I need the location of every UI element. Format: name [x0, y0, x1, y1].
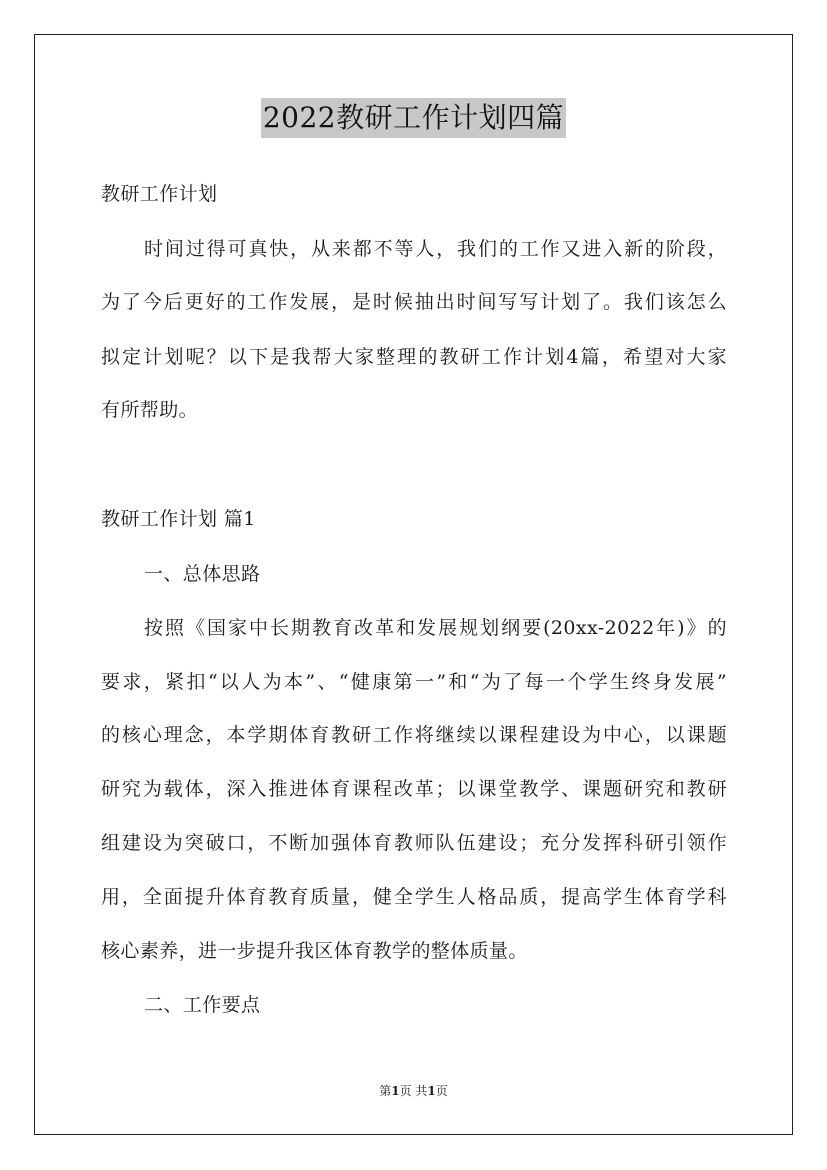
footer-mid: 页 共	[399, 1084, 428, 1098]
body-line-6: 用，全面提升体育教育质量，健全学生人格品质，提高学生体育学科	[101, 886, 727, 908]
intro-line-3: 拟定计划呢？以下是我帮大家整理的教研工作计划4篇，希望对大家	[101, 346, 727, 368]
body-line-3: 的核心理念，本学期体育教研工作将继续以课程建设为中心，以课题	[101, 724, 727, 746]
footer-prefix: 第	[379, 1084, 392, 1098]
document-title: 2022教研工作计划四篇	[261, 98, 566, 138]
body-line-1: 按照《国家中长期教育改革和发展规划纲要(20xx-2022年)》的	[144, 617, 727, 639]
part1-heading: 一、总体思路	[144, 563, 261, 585]
intro-line-2: 为了今后更好的工作发展，是时候抽出时间写写计划了。我们该怎么	[101, 291, 727, 313]
body-line-5: 组建设为突破口，不断加强体育教师队伍建设；充分发挥科研引领作	[101, 832, 727, 854]
body-line-2: 要求，紧扣“以人为本”、“健康第一”和“为了每一个学生终身发展”	[101, 671, 727, 693]
part2-heading: 二、工作要点	[144, 994, 261, 1016]
body-line-7: 核心素养，进一步提升我区体育教学的整体质量。	[101, 940, 528, 962]
intro-line-4: 有所帮助。	[101, 399, 199, 421]
footer-page-current: 1	[391, 1084, 400, 1098]
page-footer	[0, 1083, 827, 1099]
intro-line-1: 时间过得可真快，从来都不等人，我们的工作又进入新的阶段，	[144, 238, 727, 260]
document-subtitle: 教研工作计划	[101, 183, 218, 205]
body-line-4: 研究为载体，深入推进体育课程改革；以课堂教学、课题研究和教研	[101, 778, 727, 800]
section-heading: 教研工作计划 篇1	[101, 508, 256, 530]
footer-page-total: 1	[427, 1084, 436, 1098]
title-container	[0, 98, 827, 138]
footer-suffix: 页	[435, 1084, 448, 1098]
